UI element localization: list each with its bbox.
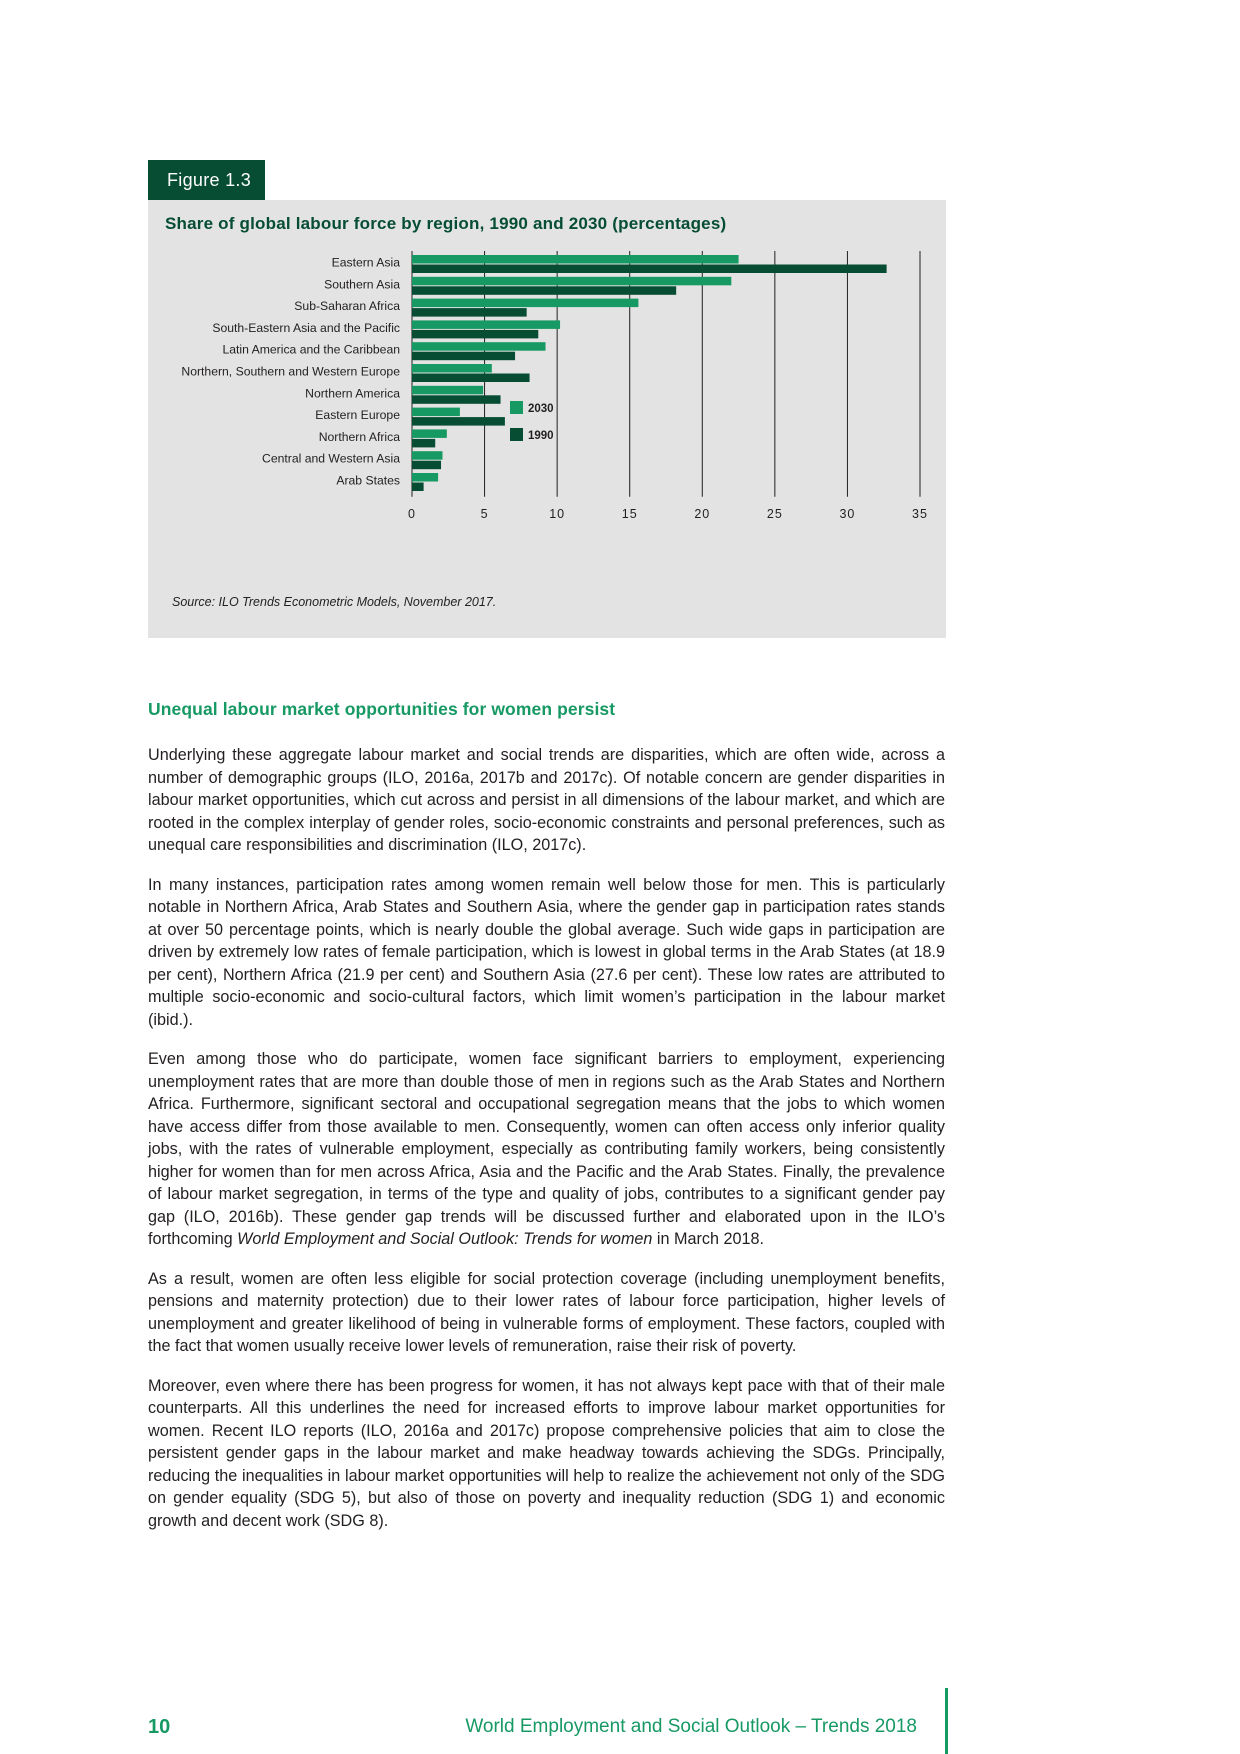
category-label: Arab States <box>336 473 400 488</box>
x-tick-label: 20 <box>694 506 711 521</box>
bar-2030 <box>412 451 442 460</box>
x-tick-label: 30 <box>839 506 856 521</box>
section-heading: Unequal labour market opportunities for women persist <box>148 699 616 719</box>
paragraph-1: Underlying these aggregate labour market and social trends are disparities, which are often wide, across a number of demographic groups (ILO, 2016a, 2017b and 2017c). Of notable concern are gender disparities in labour market opportunities, which cut across and persist in all dimensions of the labour market, and which are rooted in the complex interplay of gender roles, socio-economic constraints and personal preferences, such as unequal care responsibilities and discrimination (ILO, 2017c). <box>148 746 945 854</box>
paragraph-3-end: in March 2018. <box>652 1230 765 1248</box>
legend-swatch-1990 <box>510 428 523 441</box>
bar-2030 <box>412 473 438 482</box>
bar-1990 <box>412 352 515 361</box>
x-tick-label: 10 <box>549 506 566 521</box>
category-label: Northern America <box>305 386 400 401</box>
bar-1990 <box>412 308 527 317</box>
legend-label-1990: 1990 <box>528 430 554 442</box>
paragraph-4: As a result, women are often less eligible for social protection coverage (including unemployment benefits, pensions and maternity protection) due to their lower rates of labour force participation, higher levels of unemployment and greater likelihood of being in vulnerable forms of employment. These factors, coupled with the fact that women usually receive lower levels of remuneration, raise their risk of poverty. <box>148 1269 945 1355</box>
category-label: Central and Western Asia <box>262 451 400 466</box>
category-label: Sub-Saharan Africa <box>294 299 400 314</box>
bar-2030 <box>412 386 483 395</box>
figure-tag: Figure 1.3 <box>148 160 265 200</box>
bar-1990 <box>412 461 441 470</box>
paragraph-3-text: Even among those who do participate, women face significant barriers to employment, experiencing unemployment rates that are more than double those of men in regions such as the Arab States and Northern Africa. Furthermore, significant sectoral and occupational segregation means that the jobs to which women have access differ from those available to men. Consequently, women can often access only inferior quality jobs, with the rates of vulnerable employment, especially as contributing family workers, being consistently higher for women than for men across Africa, Asia and the Pacific and the Arab States. Finally, the prevalence of labour market segregation, in terms of the type and quality of jobs, contributes to a significant gender pay gap (ILO, 2016b). These gender gap trends will be discussed further and elaborated upon in the ILO’s forthcoming <box>148 1050 945 1248</box>
legend-swatch-2030 <box>510 401 523 414</box>
bar-1990 <box>412 265 887 274</box>
bar-chart <box>148 200 946 638</box>
bar-2030 <box>412 299 638 308</box>
category-label: Eastern Europe <box>315 408 400 423</box>
category-label: Northern Africa <box>318 429 400 444</box>
bar-2030 <box>412 408 460 417</box>
bar-1990 <box>412 395 501 404</box>
category-label: Southern Asia <box>324 277 400 292</box>
x-tick-label: 15 <box>621 506 638 521</box>
x-tick-label: 0 <box>408 506 416 521</box>
bar-1990 <box>412 417 505 426</box>
bar-2030 <box>412 255 739 264</box>
figure-title: Share of global labour force by region, 1990 and 2030 (percentages) <box>165 214 727 233</box>
bar-1990 <box>412 286 676 295</box>
footer-divider <box>945 1688 948 1754</box>
paragraph-5: Moreover, even where there has been progress for women, it has not always kept pace with that of their male counterparts. All this underlines the need for increased efforts to improve labour market opportunities for women. Recent ILO reports (ILO, 2016a and 2017c) propose comprehensive policies that aim to close the persistent gender gaps in the labour market and make headway towards achieving the SDGs. Principally, reducing the inequalities in labour market opportunities will help to realize the achievement not only of the SDG on gender equality (SDG 5), but also of those on poverty and inequality reduction (SDG 1) and economic growth and decent work (SDG 8). <box>148 1376 945 1530</box>
category-label: Eastern Asia <box>331 255 400 270</box>
bar-1990 <box>412 439 435 448</box>
bar-2030 <box>412 277 731 286</box>
paragraph-3 <box>148 1048 945 1251</box>
page-number: 10 <box>148 1716 171 1738</box>
category-label: Latin America and the Caribbean <box>222 342 400 357</box>
legend-label-2030: 2030 <box>528 403 554 415</box>
bar-2030 <box>412 342 546 351</box>
x-tick-label: 35 <box>912 506 928 521</box>
category-label: Northern, Southern and Western Europe <box>181 364 400 379</box>
category-label: South-Eastern Asia and the Pacific <box>212 320 400 335</box>
body-text <box>148 744 945 1549</box>
bar-2030 <box>412 364 492 373</box>
footer-publication-title: World Employment and Social Outlook – Trends 2018 <box>465 1716 917 1737</box>
bar-2030 <box>412 320 560 329</box>
x-tick-label: 5 <box>480 506 489 521</box>
figure-source: Source: ILO Trends Econometric Models, November 2017. <box>172 595 497 609</box>
paragraph-2: In many instances, participation rates among women remain well below those for men. This is particularly notable in Northern Africa, Arab States and Southern Asia, where the gender gap in participation rates stands at over 50 percentage points, which is nearly double the global average. Such wide gaps in participation are driven by extremely low rates of female participation, which is lowest in global terms in the Arab States (at 18.9 per cent), Northern Africa (21.9 per cent) and Southern Asia (27.6 per cent). These low rates are attributed to multiple socio-economic and socio-cultural factors, which limit women’s participation in the labour market (ibid.). <box>148 875 945 1029</box>
bar-1990 <box>412 330 538 339</box>
bar-1990 <box>412 374 530 383</box>
bar-1990 <box>412 483 424 492</box>
figure-panel <box>148 200 946 638</box>
bar-2030 <box>412 429 447 438</box>
x-tick-label: 25 <box>766 506 783 521</box>
report-title-italic: World Employment and Social Outlook: Trends for women <box>237 1230 653 1248</box>
